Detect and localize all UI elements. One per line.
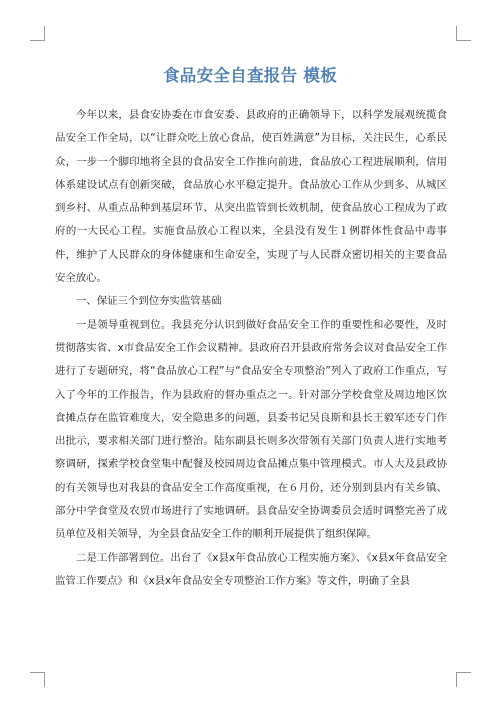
intro-paragraph: 今年以来，县食安协委在市食安委、县政府的正确领导下，以科学发展观统揽食品安全工作全局，以“让群众吃上放心食品，使百姓满意”为目标，关注民生，心系民众，一步一个脚印地将全县的食品安全工作推向前进，食品放心工程进展顺利，信用体系建设试点有创新突破，食品放心水平稳定提升。食品放心工作从少到多、从城区到乡村、从重点品种到基层环节、从突出监管到长效机制，使食品放心工程成为了政府的一大民心工程。实施食品放心工程以来，全县没有发生１例群体性食品中毒事件，维护了人民群众的身体健康和生命安全，实现了与人民群众密切相关的主要食品安全放心。 (55, 109, 447, 285)
crop-mark-top-left (30, 26, 45, 41)
body-paragraph: 二是工作部署到位。出台了《x县x年食品放心工程实施方案》、《x县x年食品安全监管工作要点》和《x县x年食品安全专项整治工作方案》等文件，明确了全县 (55, 551, 447, 587)
document-title: 食品安全自查报告 模板 (162, 66, 338, 85)
crop-mark-bottom-right (456, 672, 471, 687)
section-heading: 一、保证三个到位夯实监管基础 (76, 295, 222, 308)
crop-mark-top-right (456, 26, 471, 41)
document-body (55, 104, 447, 593)
body-paragraph: 一是领导重视到位。我县充分认识到做好食品安全工作的重要性和必要性，及时贯彻落实省、x市食品安全工作会议精神。县政府召开县政府常务会议对食品安全工作进行了专题研究，将“食品放心工程”与“食品安全专项整治”列入了政府工作重点，写入了今年的工作报告，作为县政府的督办重点之一。针对部分学校食堂及周边地区饮食摊点存在监管难度大，安全隐患多的问题，县委书记吴良斯和县长王毅军还专门作出批示，要求相关部门进行整治。陆东副县长则多次带领有关部门负责人进行实地考察调研，探索学校食堂集中配餐及校园周边食品摊点集中管理模式。市人大及县政协的有关领导也对我县的食品安全工作高度重视，在６月份，还分别到县内有关乡镇、部分中学食堂及农贸市场进行了实地调研。县食品安全协调委员会适时调整完善了成员单位及相关领导，为全县食品安全工作的顺利开展提供了组织保障。 (55, 318, 447, 541)
crop-mark-bottom-left (30, 672, 45, 687)
